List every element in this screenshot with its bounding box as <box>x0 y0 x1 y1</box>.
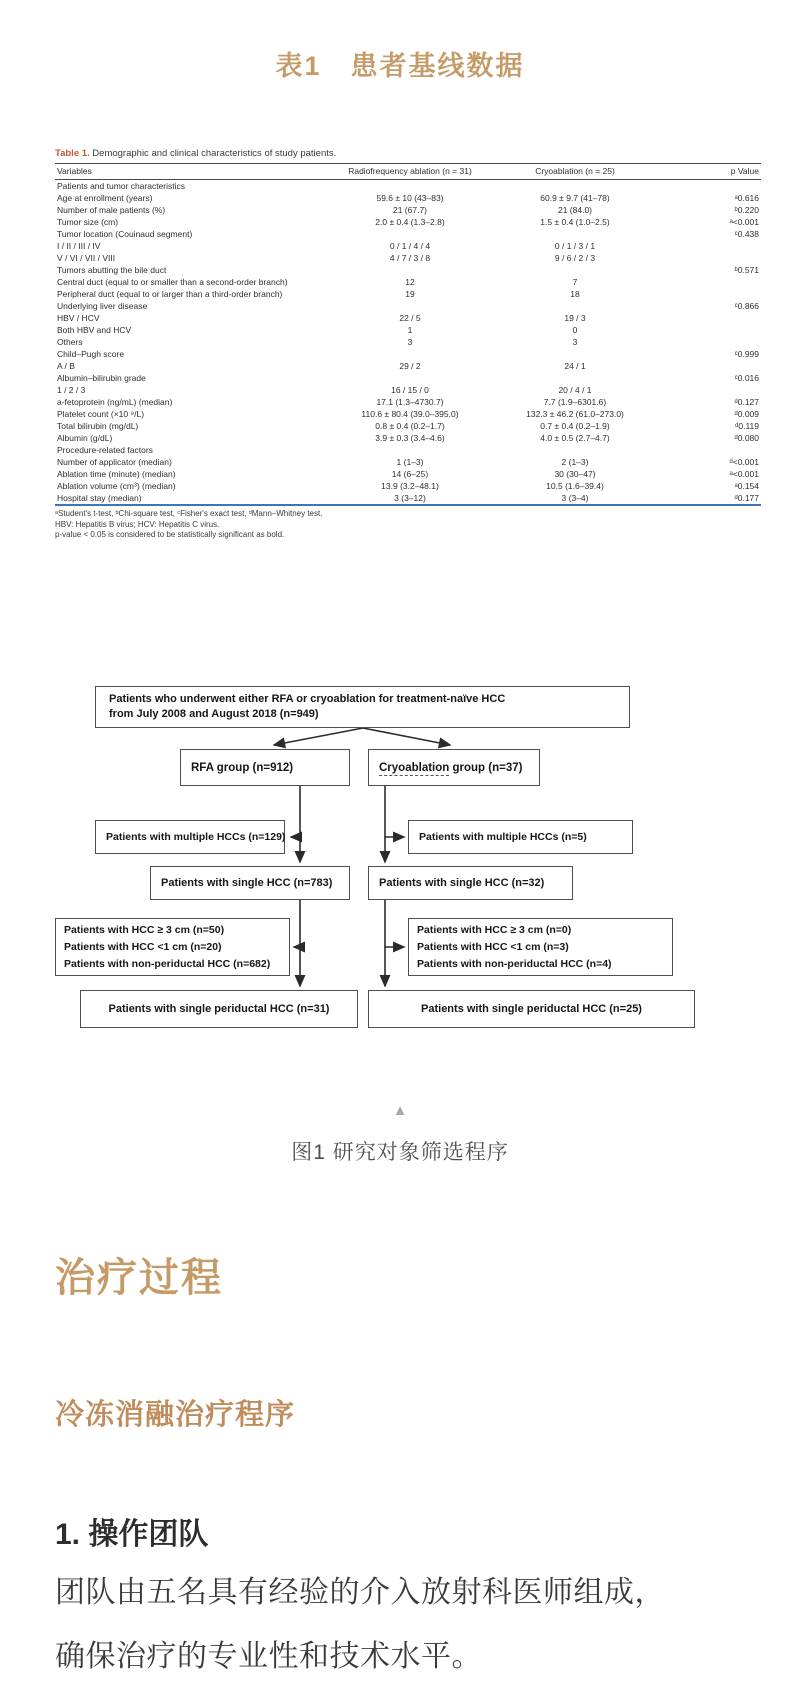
flow-box-final-left <box>80 990 358 1028</box>
subsection-heading-operating-team: 1. 操作团队 <box>55 1518 209 1551</box>
excl-line: Patients with non-periductal HCC (n=682) <box>64 957 271 970</box>
collapse-triangle-icon[interactable]: ▲ <box>392 1102 408 1119</box>
flow-box-rfa-group-label: RFA group (n=912) <box>191 761 294 774</box>
table1 <box>55 163 761 506</box>
body-text-line2: 确保治疗的专业性和技术水平。 <box>55 1640 482 1673</box>
excl-left-box <box>55 918 290 976</box>
table-row: Both HBV and HCV 1 0 <box>57 324 578 335</box>
flow-box-rfa-group <box>180 749 350 786</box>
table-row: Underlying liver disease ᶜ0.866 <box>57 300 759 311</box>
flow-box-cryo-group-label <box>379 762 539 774</box>
table-row: Tumor location (Couinaud segment) ᶜ0.438 <box>57 228 759 239</box>
table-row: Procedure-related factors <box>57 444 153 455</box>
table-row: Albumin (g/dL) 3.9 ± 0.3 (3.4–4.6) 4.0 ± 0.5 (2.7–4.7) ᵈ0.080 <box>57 432 759 443</box>
flow-box-multiple-left-label: Patients with multiple HCCs (n=129) <box>106 831 286 843</box>
flow-box-final-right-label: Patients with single periductal HCC (n=25) <box>421 1003 642 1015</box>
table-row: Ablation time (minute) (median) 14 (6–25) 30 (30–47) ᵃ<0.001 <box>57 468 759 479</box>
table-row: I / II / III / IV 0 / 1 / 4 / 4 0 / 1 / 3 / 1 <box>57 240 596 251</box>
table-header-row <box>55 164 761 180</box>
excl-line: Patients with HCC <1 cm (n=20) <box>64 940 222 953</box>
flow-box-final-left-label: Patients with single periductal HCC (n=31) <box>108 1003 330 1015</box>
flow-box-multiple-right <box>408 820 633 854</box>
flow-box-single-right <box>368 866 573 900</box>
table1-block <box>55 148 761 541</box>
excl-left-lines <box>64 922 289 973</box>
excl-line: Patients with HCC <1 cm (n=3) <box>417 940 569 953</box>
table-row: V / VI / VII / VIII 4 / 7 / 3 / 8 9 / 6 / 2 / 3 <box>57 252 596 263</box>
col-header-pvalue: p Value <box>730 166 759 176</box>
excl-line: Patients with HCC ≥ 3 cm (n=50) <box>64 923 225 936</box>
flow-box-multiple-right-label: Patients with multiple HCCs (n=5) <box>419 831 587 843</box>
flow-box-single-left-label: Patients with single HCC (n=783) <box>161 877 333 889</box>
table-caption <box>55 148 761 159</box>
table-row: Central duct (equal to or smaller than a second-order branch) 12 7 <box>57 276 578 287</box>
flow-box-multiple-left <box>95 820 285 854</box>
cryoablation-underlined-word: Cryoablation <box>379 761 450 774</box>
flow-box-final-right <box>368 990 695 1028</box>
table-row: Age at enrollment (years) 59.6 ± 10 (43–83) 60.9 ± 9.7 (41–78) ᵃ0.616 <box>57 192 759 203</box>
table-row: a-fetoprotein (ng/mL) (median) 17.1 (1.3–4730.7) 7.7 (1.9–6301.6) ᵈ0.127 <box>57 396 759 407</box>
table-row: Tumors abutting the bile duct ᵇ0.571 <box>57 264 759 275</box>
table-footnotes <box>55 509 761 541</box>
excl-right-box <box>408 918 673 976</box>
table-footnote: HBV: Hepatitis B virus; HCV: Hepatitis C virus. <box>55 519 220 529</box>
table-row: 1 / 2 / 3 16 / 15 / 0 20 / 4 / 1 <box>57 384 592 395</box>
excl-line: Patients with HCC ≥ 3 cm (n=0) <box>417 923 572 936</box>
flow-box-enrollment-line2: from July 2008 and August 2018 (n=949) <box>109 708 319 720</box>
table-row: Peripheral duct (equal to or larger than a third-order branch) 19 18 <box>57 288 580 299</box>
table-caption-text: Demographic and clinical characteristics of study patients. <box>89 148 337 159</box>
table-row: Number of male patients (%) 21 (67.7) 21 (84.0) ᵇ0.220 <box>57 204 759 215</box>
table-row: Number of applicator (median) 1 (1–3) 2 (1–3) ᵈ<0.001 <box>57 456 759 467</box>
table-footnote: p-value < 0.05 is considered to be statistically significant as bold. <box>55 530 285 539</box>
table-row: Hospital stay (median) 3 (3–12) 3 (3–4) ᵈ0.177 <box>57 492 759 503</box>
table-row: Ablation volume (cm³) (median) 13.9 (3.2–48.1) 10.5 (1.6–39.4) ᵃ0.154 <box>57 480 759 491</box>
table-footnote: ᵃStudent's t-test, ᵇChi-square test, ᶜFisher's exact test, ᵈMann–Whitney test. <box>55 509 323 518</box>
table-row: Others 3 3 <box>57 336 578 347</box>
page-title: 表1 患者基线数据 <box>275 51 525 81</box>
flow-box-single-right-label: Patients with single HCC (n=32) <box>379 877 545 889</box>
flow-box-single-left <box>150 866 350 900</box>
section-heading-cryoablation-procedure: 冷冻消融治疗程序 <box>55 1399 296 1431</box>
body-text-line1: 团队由五名具有经验的介入放射科医师组成， <box>55 1576 665 1609</box>
table-row: A / B 29 / 2 24 / 1 <box>57 360 586 371</box>
excl-right-lines <box>417 922 672 973</box>
table-row: HBV / HCV 22 / 5 19 / 3 <box>57 312 586 323</box>
flow-box-cryo-group <box>368 749 540 786</box>
flow-box-enrollment-line1: Patients who underwent either RFA or cryoablation for treatment-naïve HCC <box>109 693 506 705</box>
excl-line: Patients with non-periductal HCC (n=4) <box>417 957 612 970</box>
cryo-group-rest: group (n=37) <box>449 761 523 774</box>
table-row: Patients and tumor characteristics <box>57 180 186 191</box>
col-header-rfa: Radiofrequency ablation (n = 31) <box>348 166 472 176</box>
section-heading-treatment-process: 治疗过程 <box>55 1255 223 1300</box>
table-row: Tumor size (cm) 2.0 ± 0.4 (1.3–2.8) 1.5 ± 0.4 (1.0–2.5) ᵃ<0.001 <box>57 216 759 227</box>
figure1-caption: 图1 研究对象筛选程序 <box>291 1141 509 1164</box>
table-caption-label: Table 1. <box>55 148 90 159</box>
table-row: Platelet count (×10 ⁹/L) 110.6 ± 80.4 (39.0–395.0) 132.3 ± 46.2 (61.0–273.0) ᵈ0.009 <box>57 408 759 419</box>
table-row: Albumin–bilirubin grade ᶜ0.016 <box>57 372 759 383</box>
table-row: Child–Pugh score ᶜ0.999 <box>57 348 759 359</box>
col-header-cryo: Cryoablation (n = 25) <box>535 166 615 176</box>
flow-box-enrollment <box>95 686 630 728</box>
table-body <box>55 180 761 506</box>
col-header-variables: Variables <box>57 166 92 176</box>
table-row: Total bilirubin (mg/dL) 0.8 ± 0.4 (0.2–1.7) 0.7 ± 0.4 (0.2–1.9) ᵈ0.119 <box>57 420 759 431</box>
